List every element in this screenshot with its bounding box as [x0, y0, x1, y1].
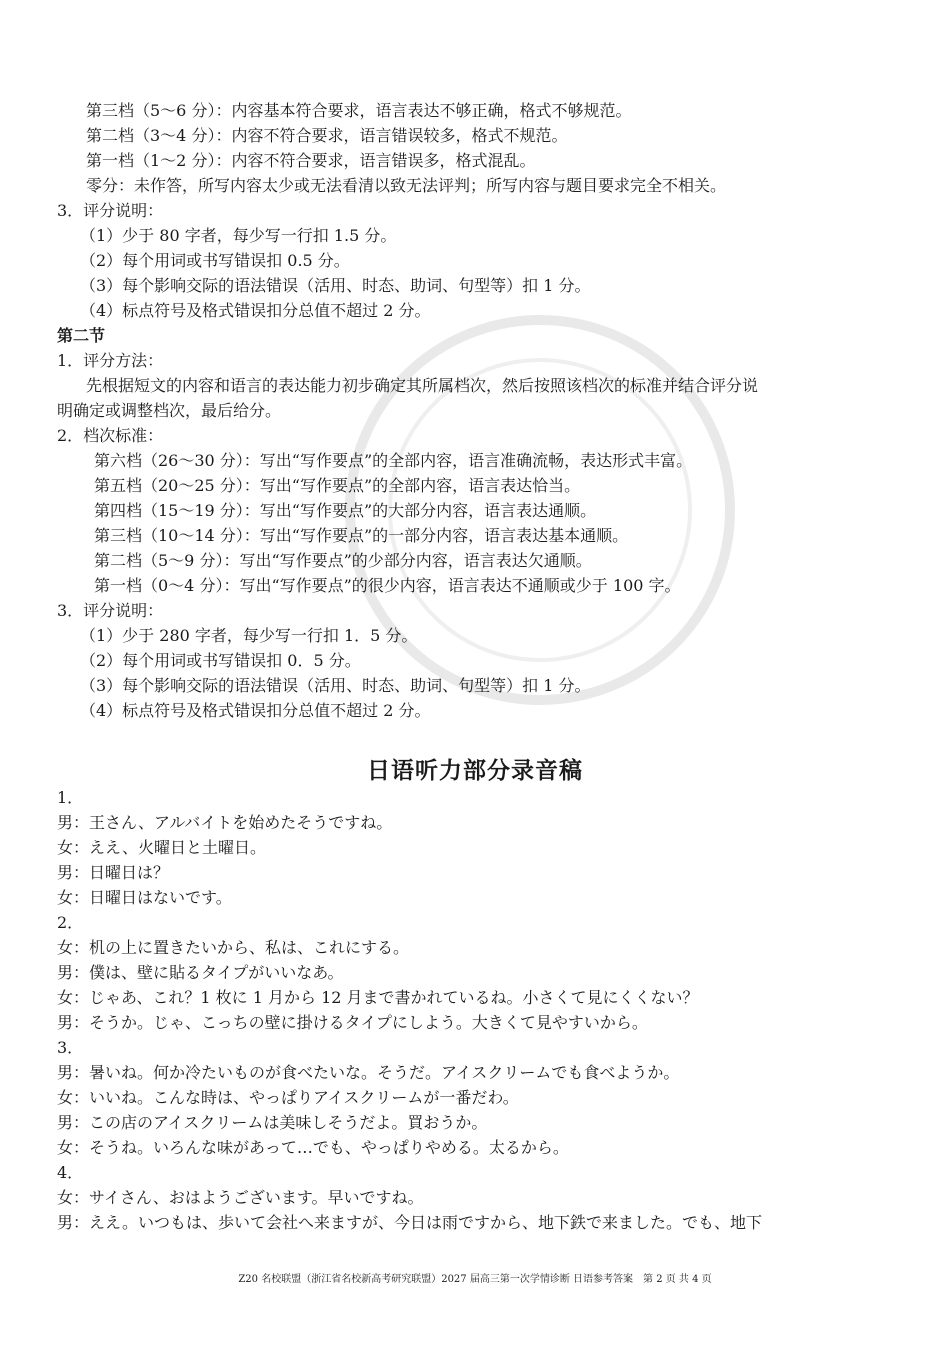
method-text: 明确定或调整档次，最后给分。 — [57, 401, 282, 420]
tier-line: 第四档（15～19 分）：写出“写作要点”的大部分内容，语言表达通顺。 — [94, 501, 597, 520]
dialogue-line: 男：日曜日は？ — [57, 863, 170, 882]
dialogue-line: 女：机の上に置きたいから、私は、これにする。 — [57, 938, 410, 957]
page-footer: Z20 名校联盟（浙江省名校新高考研究联盟）2027 届高三第一次学情诊断 日语参考答案 第 2 页 共 4 页 — [238, 1274, 712, 1285]
note-item: （2）每个用词或书写错误扣 0.5 分。 — [80, 251, 350, 270]
dialogue-line: 女：そうね。いろんな味があって…でも、やっぱりやめる。太るから。 — [57, 1138, 569, 1157]
tier-line: 第二档（5～9 分）：写出“写作要点”的少部分内容，语言表达欠通顺。 — [94, 551, 592, 570]
note-item: （3）每个影响交际的语法错误（活用、时态、助词、句型等）扣 1 分。 — [80, 276, 591, 295]
dialogue-line: 女：日曜日はないです。 — [57, 888, 232, 907]
question-number: 1． — [57, 788, 84, 807]
section-heading: 第二节 — [57, 326, 106, 345]
tier-line: 第五档（20～25 分）：写出“写作要点”的全部内容，语言表达恰当。 — [94, 476, 581, 495]
dialogue-line: 女：ええ、火曜日と土曜日。 — [57, 838, 266, 857]
dialogue-line: 女：いいね。こんな時は、やっぱりアイスクリームが一番だわ。 — [57, 1088, 519, 1107]
dialogue-line: 男：そうか。じゃ、こっちの壁に掛けるタイプにしよう。大きくて見やすいから。 — [57, 1013, 648, 1032]
notes-heading: 3．评分说明： — [57, 601, 164, 620]
dialogue-line: 女：じゃあ、これ？1 枚に 1 月から 12 月まで書かれているね。小さくて見にくくない？ — [57, 988, 699, 1007]
dialogue-line: 男：暑いね。何か冷たいものが食べたいな。そうだ。アイスクリームでも食べようか。 — [57, 1063, 680, 1082]
notes-heading: 3．评分说明： — [57, 201, 164, 220]
dialogue-line: 男：王さん、アルバイトを始めたそうですね。 — [57, 813, 393, 832]
note-item: （1）少于 80 字者，每少写一行扣 1.5 分。 — [80, 226, 397, 245]
question-number: 2． — [57, 913, 84, 932]
question-number: 3． — [57, 1038, 84, 1057]
note-item: （1）少于 280 字者，每少写一行扣 1．5 分。 — [80, 626, 418, 645]
tier-line: 零分：未作答，所写内容太少或无法看清以致无法评判；所写内容与题目要求完全不相关。 — [86, 176, 727, 195]
dialogue-line: 男：ええ。いつもは、歩いて会社へ来ますが、今日は雨ですから、地下鉄で来ました。でも、地下 — [57, 1213, 762, 1232]
question-number: 4． — [57, 1163, 84, 1182]
standard-heading: 2．档次标准： — [57, 426, 164, 445]
tier-line: 第三档（5～6 分）：内容基本符合要求，语言表达不够正确，格式不够规范。 — [86, 101, 632, 120]
tier-line: 第二档（3～4 分）：内容不符合要求，语言错误较多，格式不规范。 — [86, 126, 568, 145]
tier-line: 第三档（10～14 分）：写出“写作要点”的一部分内容，语言表达基本通顺。 — [94, 526, 629, 545]
tier-line: 第一档（0～4 分）：写出“写作要点”的很少内容，语言表达不通顺或少于 100 字。 — [94, 576, 681, 595]
note-item: （4）标点符号及格式错误扣分总值不超过 2 分。 — [80, 701, 431, 720]
method-text: 先根据短文的内容和语言的表达能力初步确定其所属档次，然后按照该档次的标准并结合评分说 — [86, 376, 759, 395]
note-item: （2）每个用词或书写错误扣 0．5 分。 — [80, 651, 361, 670]
tier-line: 第六档（26～30 分）：写出“写作要点”的全部内容，语言准确流畅，表达形式丰富。 — [94, 451, 693, 470]
transcript-title: 日语听力部分录音稿 — [367, 758, 583, 784]
method-heading: 1．评分方法： — [57, 351, 164, 370]
dialogue-line: 男：この店のアイスクリームは美味しそうだよ。買おうか。 — [57, 1113, 488, 1132]
dialogue-line: 男：僕は、壁に貼るタイプがいいなあ。 — [57, 963, 344, 982]
note-item: （4）标点符号及格式错误扣分总值不超过 2 分。 — [80, 301, 431, 320]
dialogue-line: 女：サイさん、おはようございます。早いですね。 — [57, 1188, 424, 1207]
tier-line: 第一档（1～2 分）：内容不符合要求，语言错误多，格式混乱。 — [86, 151, 536, 170]
note-item: （3）每个影响交际的语法错误（活用、时态、助词、句型等）扣 1 分。 — [80, 676, 591, 695]
